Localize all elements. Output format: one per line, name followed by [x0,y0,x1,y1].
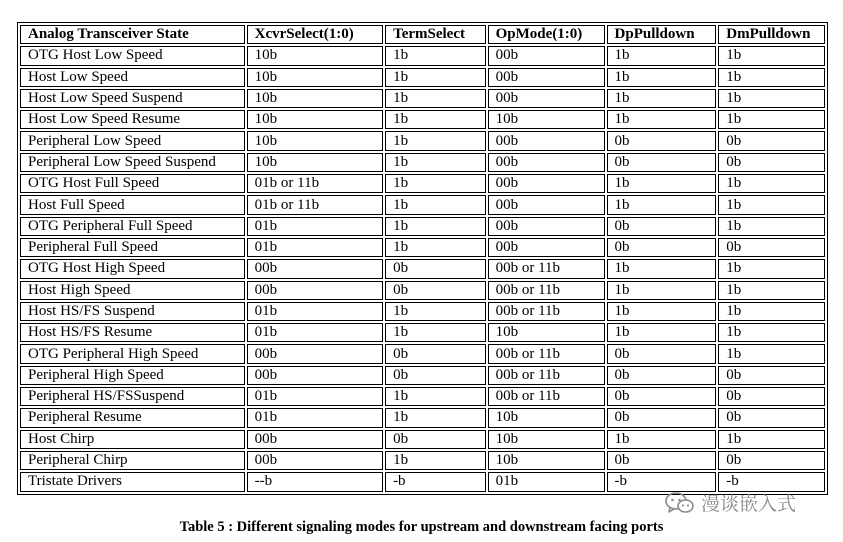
table-cell: -b [718,472,825,491]
table-caption: Table 5 : Different signaling modes for upstream and downstream facing ports [179,519,664,535]
table-cell: 00b [488,89,605,108]
table-row [20,451,825,470]
table-cell: 1b [607,430,717,449]
table-cell: 00b [488,68,605,87]
table-row [20,387,825,406]
table-header-row [20,25,825,44]
table-cell: 01b or 11b [247,174,383,193]
table-cell: 0b [385,344,486,363]
table-cell: 1b [607,323,717,342]
table-cell: 1b [718,259,825,278]
table-row [20,217,825,236]
table-cell: 1b [607,259,717,278]
table-cell: 00b or 11b [488,344,605,363]
table-cell: 00b [488,174,605,193]
table-cell: 1b [385,217,486,236]
signaling-modes-table [17,22,828,495]
table-cell: --b [247,472,383,491]
table-cell: 0b [607,451,717,470]
table-cell: 1b [607,46,717,65]
table-cell: 1b [718,217,825,236]
table-cell: 10b [247,46,383,65]
table-cell: 1b [385,68,486,87]
table-cell: 0b [718,408,825,427]
table-cell: 00b [247,281,383,300]
column-header: DmPulldown [718,25,825,44]
table-cell: 01b [247,238,383,257]
table-cell: 0b [607,408,717,427]
state-name-cell: Host Chirp [20,430,245,449]
table-cell: 0b [385,281,486,300]
table-cell: 1b [607,281,717,300]
table-cell: 00b [488,46,605,65]
state-name-cell: OTG Host Full Speed [20,174,245,193]
table-row [20,46,825,65]
state-name-cell: Peripheral Low Speed Suspend [20,153,245,172]
state-name-cell: Peripheral Full Speed [20,238,245,257]
table-cell: 1b [385,174,486,193]
table-cell: 01b [247,302,383,321]
table-cell: 0b [718,131,825,150]
table-cell: 1b [385,302,486,321]
table-cell: 00b [247,344,383,363]
table-cell: 1b [385,46,486,65]
table-cell: 1b [718,302,825,321]
watermark-text: 漫谈嵌入式 [701,493,797,515]
column-header: Analog Transceiver State [20,25,245,44]
table-cell: 1b [607,89,717,108]
table-row [20,366,825,385]
table-cell: 01b or 11b [247,195,383,214]
table-cell: 00b [488,238,605,257]
state-name-cell: Peripheral Resume [20,408,245,427]
table-row [20,259,825,278]
table-cell: 0b [385,259,486,278]
table-cell: 0b [718,238,825,257]
table-cell: 00b or 11b [488,259,605,278]
table-cell: 00b [247,430,383,449]
table-cell: 1b [385,131,486,150]
table-cell: 1b [718,174,825,193]
state-name-cell: Peripheral Low Speed [20,131,245,150]
table-cell: 0b [385,366,486,385]
table-row [20,195,825,214]
table-cell: 00b or 11b [488,302,605,321]
table-cell: 1b [385,323,486,342]
table-cell: 1b [385,387,486,406]
table-row [20,344,825,363]
table-cell: 10b [488,451,605,470]
table-cell: 0b [607,238,717,257]
table-cell: 0b [607,366,717,385]
table-cell: 01b [247,217,383,236]
state-name-cell: Host HS/FS Resume [20,323,245,342]
table-cell: 0b [607,387,717,406]
table-cell: 1b [385,195,486,214]
table-cell: 00b or 11b [488,387,605,406]
table-cell: 00b [247,259,383,278]
state-name-cell: Peripheral HS/FSSuspend [20,387,245,406]
table-cell: 1b [718,195,825,214]
state-name-cell: Tristate Drivers [20,472,245,491]
column-header: TermSelect [385,25,486,44]
column-header: DpPulldown [607,25,717,44]
state-name-cell: OTG Host High Speed [20,259,245,278]
table-cell: -b [385,472,486,491]
state-name-cell: Peripheral Chirp [20,451,245,470]
table-row [20,302,825,321]
state-name-cell: Host HS/FS Suspend [20,302,245,321]
table-cell: 1b [718,323,825,342]
table-cell: 0b [607,217,717,236]
table-row [20,323,825,342]
table-cell: 00b or 11b [488,281,605,300]
table-cell: 1b [718,110,825,129]
table-body [20,46,825,491]
column-header: OpMode(1:0) [488,25,605,44]
table-cell: 1b [718,344,825,363]
table-row [20,110,825,129]
table-cell: 10b [247,131,383,150]
state-name-cell: Host Low Speed Suspend [20,89,245,108]
table-cell: 10b [247,89,383,108]
table-cell: 10b [488,110,605,129]
table-cell: 0b [718,366,825,385]
table-cell: 10b [247,153,383,172]
table-cell: 0b [607,131,717,150]
state-name-cell: Host Low Speed Resume [20,110,245,129]
column-header: XcvrSelect(1:0) [247,25,383,44]
table-cell: 1b [607,68,717,87]
table-cell: 00b [247,366,383,385]
table-cell: 10b [247,110,383,129]
table-cell: 01b [247,387,383,406]
table-cell: 1b [607,174,717,193]
table-cell: 1b [607,302,717,321]
table-cell: 1b [385,238,486,257]
table-cell: 00b [488,153,605,172]
state-name-cell: OTG Peripheral Full Speed [20,217,245,236]
table-cell: 10b [247,68,383,87]
table-cell: 01b [247,408,383,427]
table-cell: 10b [488,323,605,342]
table-cell: 0b [607,344,717,363]
table-cell: 00b or 11b [488,366,605,385]
table-cell: -b [607,472,717,491]
table-cell: 01b [488,472,605,491]
table-cell: 10b [488,408,605,427]
table-cell: 1b [607,195,717,214]
wechat-icon [665,491,695,515]
table-cell: 0b [607,153,717,172]
table-row [20,89,825,108]
table-row [20,68,825,87]
table-cell: 00b [488,131,605,150]
table-cell: 1b [607,110,717,129]
state-name-cell: Peripheral High Speed [20,366,245,385]
table-row [20,430,825,449]
watermark [665,489,796,516]
table-row [20,238,825,257]
table-cell: 00b [488,217,605,236]
table-cell: 01b [247,323,383,342]
state-name-cell: OTG Peripheral High Speed [20,344,245,363]
table-cell: 0b [718,451,825,470]
table-cell: 0b [718,153,825,172]
state-name-cell: Host Full Speed [20,195,245,214]
signaling-table-container [17,22,828,495]
table-cell: 1b [718,46,825,65]
state-name-cell: Host Low Speed [20,68,245,87]
table-row [20,131,825,150]
table-cell: 0b [718,387,825,406]
table-cell: 1b [385,451,486,470]
table-cell: 00b [488,195,605,214]
table-cell: 1b [385,110,486,129]
table-cell: 10b [488,430,605,449]
table-cell: 1b [718,430,825,449]
table-row [20,281,825,300]
table-row [20,408,825,427]
table-cell: 1b [385,408,486,427]
table-cell: 1b [385,153,486,172]
table-row [20,153,825,172]
table-cell: 0b [385,430,486,449]
table-cell: 00b [247,451,383,470]
state-name-cell: OTG Host Low Speed [20,46,245,65]
table-cell: 1b [718,68,825,87]
table-cell: 1b [718,281,825,300]
state-name-cell: Host High Speed [20,281,245,300]
table-cell: 1b [718,89,825,108]
table-cell: 1b [385,89,486,108]
table-row [20,174,825,193]
